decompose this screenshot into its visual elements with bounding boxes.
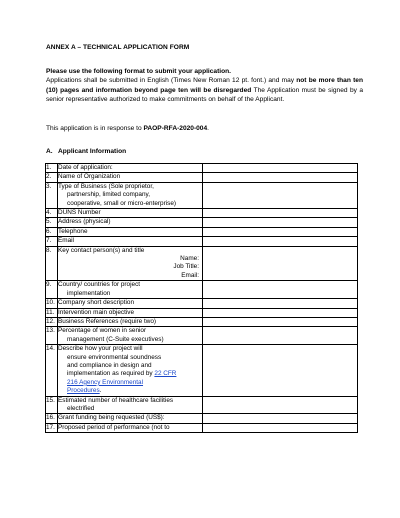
label-line: Email <box>58 237 74 245</box>
table-row <box>46 227 358 236</box>
row-number: 7. <box>46 237 58 246</box>
contact-job-title-label: Job Title: <box>173 263 199 271</box>
response-field[interactable] <box>203 327 358 345</box>
row-number: 5. <box>46 218 58 227</box>
section-heading <box>46 148 126 155</box>
table-row <box>46 299 358 308</box>
cfr-link-continued[interactable]: 216 Agency Environmental <box>67 378 144 386</box>
row-number: 10. <box>46 299 58 308</box>
row-label <box>58 227 203 236</box>
response-field[interactable] <box>203 218 358 227</box>
row-label <box>58 396 203 414</box>
response-field[interactable] <box>203 423 358 432</box>
response-line <box>46 125 209 132</box>
contact-email-label: Email: <box>181 271 199 279</box>
label-line: Company short description <box>58 299 135 307</box>
response-field[interactable] <box>203 227 358 236</box>
cfr-link-procedures[interactable]: Procedures <box>67 387 100 395</box>
response-field[interactable] <box>203 173 358 182</box>
rfa-number: PAOP-RFA-2020-004 <box>143 125 208 132</box>
label-line: Describe how your project will <box>58 345 143 353</box>
row-label <box>58 317 203 326</box>
row-number: 8. <box>46 246 58 281</box>
row-label <box>58 345 203 396</box>
response-field[interactable] <box>203 299 358 308</box>
table-row <box>46 423 358 432</box>
row-number: 6. <box>46 227 58 236</box>
row-label <box>58 237 203 246</box>
instructions-body <box>46 76 363 104</box>
instructions-bold-line: Please use the following format to submit your application. <box>46 68 232 75</box>
response-field[interactable] <box>203 281 358 299</box>
label-line: Type of Business (Sole proprietor, <box>58 182 154 190</box>
label-line: and compliance in design and <box>67 361 152 369</box>
row-number: 16. <box>46 414 58 423</box>
row-label <box>58 246 203 281</box>
row-number: 14. <box>46 345 58 396</box>
label-line: ensure environmental soundness <box>67 353 162 361</box>
response-field[interactable] <box>203 414 358 423</box>
response-field[interactable] <box>203 308 358 317</box>
table-row <box>46 414 358 423</box>
label-line: Country/ countries for project <box>58 281 141 289</box>
label-line: Name of Organization <box>58 173 121 181</box>
table-row <box>46 173 358 182</box>
response-field[interactable] <box>203 317 358 326</box>
response-field[interactable] <box>203 345 358 396</box>
response-field[interactable] <box>203 396 358 414</box>
table-row <box>46 164 358 173</box>
row-number: 13. <box>46 327 58 345</box>
label-line: Address (physical) <box>58 218 111 226</box>
label-line: electrified <box>67 404 95 412</box>
response-prefix: This application is in response to <box>46 125 144 132</box>
label-line: partnership, limited company, <box>67 191 150 199</box>
row-number: 1. <box>46 164 58 173</box>
label-line <box>58 379 201 387</box>
table-row <box>46 396 358 414</box>
label-line: Date of application: <box>58 164 113 171</box>
label-line: Intervention main objective <box>58 308 135 316</box>
table-row <box>46 345 358 396</box>
row-label <box>58 308 203 317</box>
page-title: ANNEX A – TECHNICAL APPLICATION FORM <box>46 44 190 51</box>
row-number: 9. <box>46 281 58 299</box>
row-label <box>58 327 203 345</box>
label-line: Proposed period of performance (not to <box>58 423 170 431</box>
row-label <box>58 173 203 182</box>
table-row <box>46 218 358 227</box>
table-row <box>46 237 358 246</box>
table-row <box>46 209 358 218</box>
row-label <box>58 423 203 432</box>
response-field[interactable] <box>203 209 358 218</box>
cfr-link[interactable]: 22 CFR <box>154 370 177 378</box>
label-line: Estimated number of healthcare facilities <box>58 396 174 404</box>
response-field[interactable] <box>203 237 358 246</box>
table-row <box>46 182 358 208</box>
table-row <box>46 327 358 345</box>
instructions-part2: The Application must be signed by a senior representative authorized to make commitments on behalf of the Applicant. <box>46 86 363 104</box>
applicant-information-table <box>45 163 358 433</box>
instructions-bold-part: not be more than ten (10) pages and information beyond page ten will be disregarded <box>46 77 363 94</box>
label-line: Grant funding being requested (US$): <box>58 414 165 422</box>
table-row <box>46 308 358 317</box>
row-label <box>58 209 203 218</box>
section-letter: A. <box>46 148 53 155</box>
label-line <box>58 387 201 395</box>
section-title: Applicant Information <box>58 148 127 155</box>
label-line <box>58 370 201 378</box>
row-label <box>58 218 203 227</box>
row-label <box>58 299 203 308</box>
response-field[interactable] <box>203 246 358 281</box>
response-suffix: . <box>207 125 209 132</box>
link-suffix: . <box>99 387 102 395</box>
link-prefix: implementation as required by <box>67 370 155 378</box>
label-line: DUNS Number <box>58 209 101 217</box>
label-line: implementation <box>67 289 111 297</box>
table-row <box>46 281 358 299</box>
row-number: 2. <box>46 173 58 182</box>
row-number: 3. <box>46 182 58 208</box>
row-number: 11. <box>46 308 58 317</box>
row-label <box>58 164 203 173</box>
table-row <box>46 246 358 281</box>
contact-name-label: Name: <box>180 255 199 263</box>
label-line: cooperative, small or micro-enterprise) <box>67 199 177 207</box>
row-label <box>58 414 203 423</box>
label-line: Business References (require two) <box>58 317 157 325</box>
row-label <box>58 182 203 208</box>
label-line: management (C-Suite executives) <box>67 335 164 343</box>
row-label <box>58 281 203 299</box>
row-number: 4. <box>46 209 58 218</box>
label-line: Key contact person(s) and title <box>58 246 145 254</box>
table-row <box>46 317 358 326</box>
instructions-part1: Applications shall be submitted in English (Times New Roman 12 pt. font.) and may <box>46 77 297 85</box>
row-number: 17. <box>46 423 58 432</box>
instructions-paragraph <box>46 67 363 105</box>
response-field[interactable] <box>203 182 358 208</box>
row-number: 15. <box>46 396 58 414</box>
label-line: Telephone <box>58 227 88 235</box>
label-line: Percentage of women in senior <box>58 327 147 335</box>
row-number: 12. <box>46 317 58 326</box>
response-field[interactable] <box>203 164 358 173</box>
